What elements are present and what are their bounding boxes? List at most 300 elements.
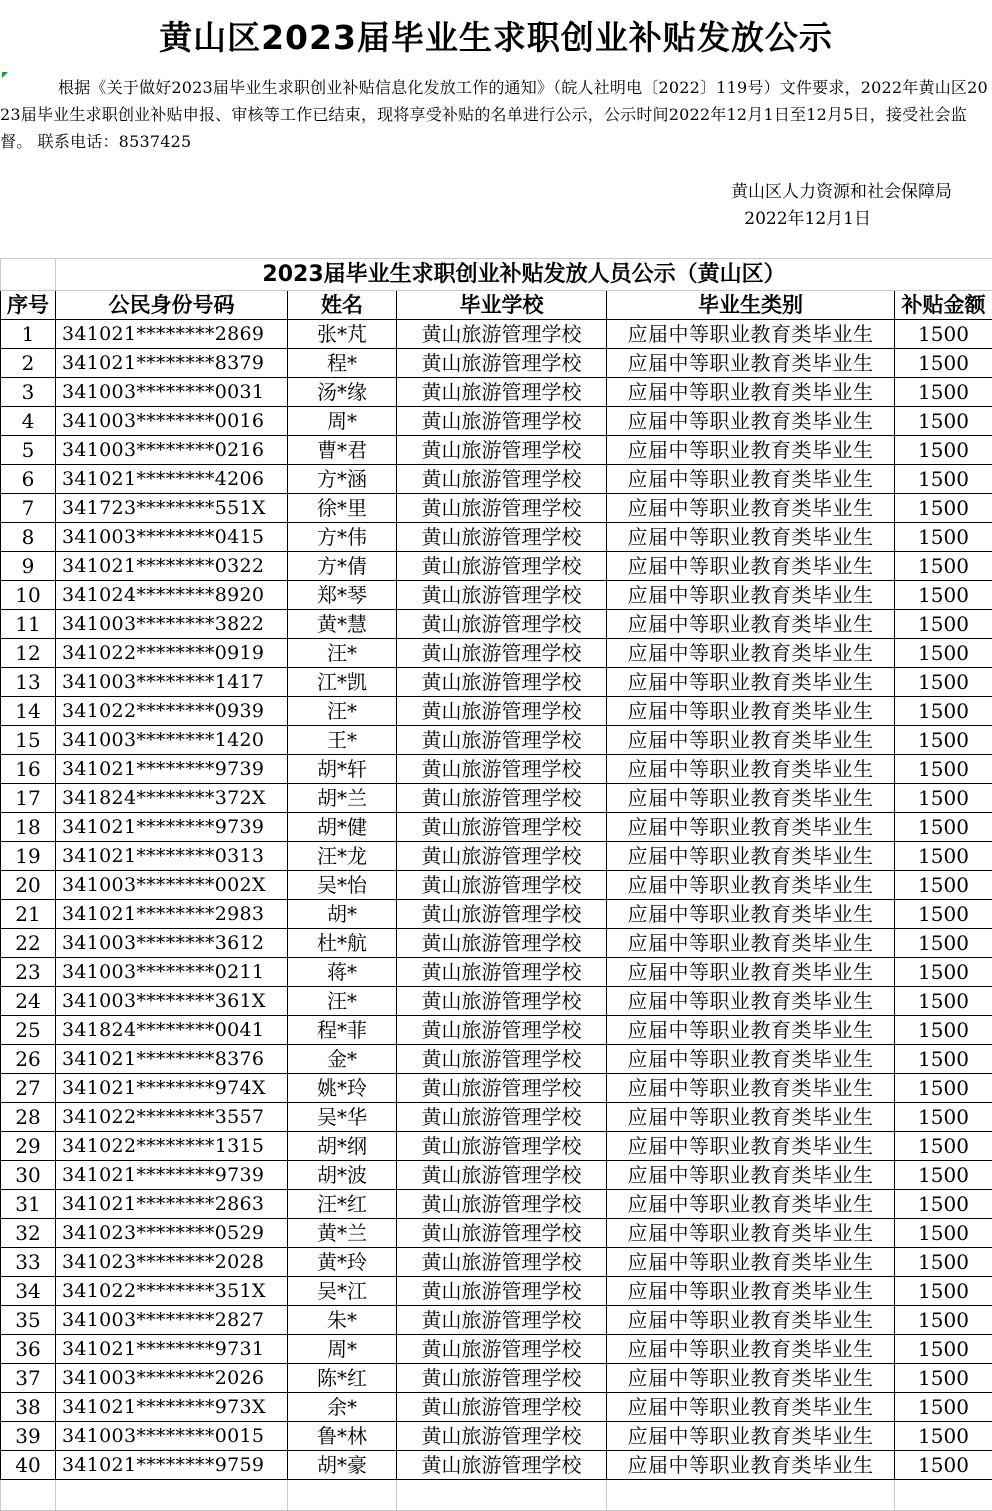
cell-id-number: 341003********0415 <box>56 523 288 552</box>
cell-amount: 1500 <box>895 1190 992 1219</box>
table-row <box>1 784 992 813</box>
cell-id-number: 341024********8920 <box>56 581 288 610</box>
table-row <box>1 1016 992 1045</box>
cell-school: 黄山旅游管理学校 <box>397 1016 607 1045</box>
cell-name: 余* <box>288 1393 397 1422</box>
cell-index: 14 <box>1 697 56 726</box>
cell-name: 吴*华 <box>288 1103 397 1132</box>
signature-org: 黄山区人力资源和社会保障局 <box>731 182 952 202</box>
cell-graduate-type: 应届中等职业教育类毕业生 <box>607 1277 895 1306</box>
cell-index: 13 <box>1 668 56 697</box>
cell-index: 38 <box>1 1393 56 1422</box>
cell-amount: 1500 <box>895 1045 992 1074</box>
table-row <box>1 1277 992 1306</box>
table-row <box>1 639 992 668</box>
cell-name: 周* <box>288 1335 397 1364</box>
table-row <box>1 1364 992 1393</box>
cell-graduate-type: 应届中等职业教育类毕业生 <box>607 1161 895 1190</box>
cell-school: 黄山旅游管理学校 <box>397 1306 607 1335</box>
table-row <box>1 1161 992 1190</box>
cell-index: 29 <box>1 1132 56 1161</box>
cell-amount: 1500 <box>895 842 992 871</box>
cell-graduate-type: 应届中等职业教育类毕业生 <box>607 610 895 639</box>
table-title: 2023届毕业生求职创业补贴发放人员公示（黄山区） <box>56 259 992 291</box>
header-graduate-type: 毕业生类别 <box>607 291 895 320</box>
cell-graduate-type: 应届中等职业教育类毕业生 <box>607 552 895 581</box>
cell-graduate-type: 应届中等职业教育类毕业生 <box>607 668 895 697</box>
cell-name: 胡*纲 <box>288 1132 397 1161</box>
cell-id-number: 341021********9739 <box>56 1161 288 1190</box>
cell-graduate-type: 应届中等职业教育类毕业生 <box>607 1045 895 1074</box>
cell-name: 黄*慧 <box>288 610 397 639</box>
cell-id-number: 341003********0031 <box>56 378 288 407</box>
cell-name: 陈*红 <box>288 1364 397 1393</box>
cell-id-number: 341021********8379 <box>56 349 288 378</box>
cell-name: 江*凯 <box>288 668 397 697</box>
cell-index: 32 <box>1 1219 56 1248</box>
cell-name: 汪*红 <box>288 1190 397 1219</box>
cell-name: 黄*兰 <box>288 1219 397 1248</box>
cell-school: 黄山旅游管理学校 <box>397 349 607 378</box>
cell-id-number: 341021********973X <box>56 1393 288 1422</box>
cell-amount: 1500 <box>895 610 992 639</box>
table-row <box>1 1219 992 1248</box>
cell-school: 黄山旅游管理学校 <box>397 697 607 726</box>
cell-id-number: 341021********0313 <box>56 842 288 871</box>
cell-id-number: 341022********3557 <box>56 1103 288 1132</box>
cell-amount: 1500 <box>895 1335 992 1364</box>
table-row <box>1 1422 992 1451</box>
table-row <box>1 610 992 639</box>
cell-amount: 1500 <box>895 465 992 494</box>
cell-id-number: 341021********4206 <box>56 465 288 494</box>
cell-school: 黄山旅游管理学校 <box>397 668 607 697</box>
table-row <box>1 871 992 900</box>
cell-amount: 1500 <box>895 494 992 523</box>
cell-name: 胡*波 <box>288 1161 397 1190</box>
cell-index: 1 <box>1 320 56 349</box>
cell-name: 黄*玲 <box>288 1248 397 1277</box>
cell-graduate-type: 应届中等职业教育类毕业生 <box>607 378 895 407</box>
cell-index: 12 <box>1 639 56 668</box>
cell-school: 黄山旅游管理学校 <box>397 1103 607 1132</box>
cell-name: 吴*怡 <box>288 871 397 900</box>
table-row <box>1 1335 992 1364</box>
cell-graduate-type: 应届中等职业教育类毕业生 <box>607 900 895 929</box>
cell-id-number: 341021********8376 <box>56 1045 288 1074</box>
cell-index: 33 <box>1 1248 56 1277</box>
page-title: 黄山区2023届毕业生求职创业补贴发放公示 <box>159 18 833 57</box>
cell-amount: 1500 <box>895 1422 992 1451</box>
cell-amount: 1500 <box>895 900 992 929</box>
cell-name: 张*芃 <box>288 320 397 349</box>
header-name: 姓名 <box>288 291 397 320</box>
cell-id-number: 341022********0939 <box>56 697 288 726</box>
cell-graduate-type: 应届中等职业教育类毕业生 <box>607 755 895 784</box>
cell-school: 黄山旅游管理学校 <box>397 987 607 1016</box>
cell-amount: 1500 <box>895 1161 992 1190</box>
empty-cell <box>288 1480 397 1511</box>
cell-name: 朱* <box>288 1306 397 1335</box>
empty-cell <box>895 1480 992 1511</box>
cell-id-number: 341021********2869 <box>56 320 288 349</box>
table-row <box>1 1306 992 1335</box>
cell-amount: 1500 <box>895 784 992 813</box>
empty-cell <box>607 1480 895 1511</box>
cell-amount: 1500 <box>895 871 992 900</box>
table-row <box>1 726 992 755</box>
cell-index: 2 <box>1 349 56 378</box>
cell-name: 汪* <box>288 639 397 668</box>
cell-graduate-type: 应届中等职业教育类毕业生 <box>607 1103 895 1132</box>
cell-graduate-type: 应届中等职业教育类毕业生 <box>607 581 895 610</box>
cell-amount: 1500 <box>895 929 992 958</box>
signature-date: 2022年12月1日 <box>744 209 871 229</box>
empty-cell <box>56 1480 288 1511</box>
cell-index: 7 <box>1 494 56 523</box>
cell-school: 黄山旅游管理学校 <box>397 552 607 581</box>
cell-id-number: 341003********361X <box>56 987 288 1016</box>
cell-index: 11 <box>1 610 56 639</box>
cell-id-number: 341003********3612 <box>56 929 288 958</box>
cell-graduate-type: 应届中等职业教育类毕业生 <box>607 1393 895 1422</box>
table-row <box>1 900 992 929</box>
table-row <box>1 755 992 784</box>
cell-school: 黄山旅游管理学校 <box>397 320 607 349</box>
cell-graduate-type: 应届中等职业教育类毕业生 <box>607 813 895 842</box>
cell-graduate-type: 应届中等职业教育类毕业生 <box>607 784 895 813</box>
cell-index: 21 <box>1 900 56 929</box>
cell-school: 黄山旅游管理学校 <box>397 842 607 871</box>
cell-school: 黄山旅游管理学校 <box>397 1074 607 1103</box>
cell-id-number: 341021********974X <box>56 1074 288 1103</box>
empty-cell <box>397 1480 607 1511</box>
cell-amount: 1500 <box>895 958 992 987</box>
cell-amount: 1500 <box>895 1306 992 1335</box>
cell-graduate-type: 应届中等职业教育类毕业生 <box>607 1422 895 1451</box>
table-row <box>1 378 992 407</box>
cell-name: 程*菲 <box>288 1016 397 1045</box>
cell-id-number: 341003********002X <box>56 871 288 900</box>
table-header-row <box>1 291 992 320</box>
cell-index: 19 <box>1 842 56 871</box>
cell-school: 黄山旅游管理学校 <box>397 929 607 958</box>
cell-name: 胡* <box>288 900 397 929</box>
cell-school: 黄山旅游管理学校 <box>397 1248 607 1277</box>
cell-id-number: 341003********2026 <box>56 1364 288 1393</box>
table-row <box>1 1132 992 1161</box>
table-row <box>1 1074 992 1103</box>
cell-amount: 1500 <box>895 436 992 465</box>
cell-amount: 1500 <box>895 320 992 349</box>
cell-id-number: 341003********0216 <box>56 436 288 465</box>
header-id-number: 公民身份号码 <box>56 291 288 320</box>
cell-id-number: 341003********1417 <box>56 668 288 697</box>
table-row <box>1 436 992 465</box>
cell-index: 5 <box>1 436 56 465</box>
cell-id-number: 341022********351X <box>56 1277 288 1306</box>
cell-school: 黄山旅游管理学校 <box>397 958 607 987</box>
table-row <box>1 523 992 552</box>
cell-id-number: 341003********0211 <box>56 958 288 987</box>
table-row <box>1 465 992 494</box>
cell-name: 胡*兰 <box>288 784 397 813</box>
cell-index: 17 <box>1 784 56 813</box>
cell-amount: 1500 <box>895 407 992 436</box>
cell-name: 曹*君 <box>288 436 397 465</box>
cell-graduate-type: 应届中等职业教育类毕业生 <box>607 320 895 349</box>
cell-graduate-type: 应届中等职业教育类毕业生 <box>607 1364 895 1393</box>
cell-id-number: 341022********0919 <box>56 639 288 668</box>
cell-id-number: 341021********2983 <box>56 900 288 929</box>
cell-index: 30 <box>1 1161 56 1190</box>
cell-name: 姚*玲 <box>288 1074 397 1103</box>
cell-id-number: 341824********372X <box>56 784 288 813</box>
cell-graduate-type: 应届中等职业教育类毕业生 <box>607 871 895 900</box>
cell-id-number: 341023********0529 <box>56 1219 288 1248</box>
cell-id-number: 341723********551X <box>56 494 288 523</box>
cell-amount: 1500 <box>895 1451 992 1480</box>
cell-name: 方*伟 <box>288 523 397 552</box>
cell-index: 22 <box>1 929 56 958</box>
cell-amount: 1500 <box>895 1074 992 1103</box>
cell-id-number: 341003********2827 <box>56 1306 288 1335</box>
cell-id-number: 341003********1420 <box>56 726 288 755</box>
cell-name: 周* <box>288 407 397 436</box>
cell-school: 黄山旅游管理学校 <box>397 1161 607 1190</box>
cell-school: 黄山旅游管理学校 <box>397 1045 607 1074</box>
table-row <box>1 320 992 349</box>
cell-index: 18 <box>1 813 56 842</box>
cell-school: 黄山旅游管理学校 <box>397 1190 607 1219</box>
cell-graduate-type: 应届中等职业教育类毕业生 <box>607 1074 895 1103</box>
cell-school: 黄山旅游管理学校 <box>397 1277 607 1306</box>
cell-school: 黄山旅游管理学校 <box>397 639 607 668</box>
cell-index: 15 <box>1 726 56 755</box>
cell-school: 黄山旅游管理学校 <box>397 1219 607 1248</box>
cell-amount: 1500 <box>895 1016 992 1045</box>
table-row <box>1 668 992 697</box>
cell-graduate-type: 应届中等职业教育类毕业生 <box>607 1306 895 1335</box>
table-row <box>1 958 992 987</box>
cell-amount: 1500 <box>895 1132 992 1161</box>
cell-id-number: 341021********9739 <box>56 813 288 842</box>
cell-amount: 1500 <box>895 552 992 581</box>
cell-school: 黄山旅游管理学校 <box>397 1132 607 1161</box>
empty-row <box>1 1480 992 1511</box>
cell-index: 20 <box>1 871 56 900</box>
cell-name: 方*倩 <box>288 552 397 581</box>
cell-graduate-type: 应届中等职业教育类毕业生 <box>607 987 895 1016</box>
cell-graduate-type: 应届中等职业教育类毕业生 <box>607 1335 895 1364</box>
cell-amount: 1500 <box>895 1364 992 1393</box>
cell-school: 黄山旅游管理学校 <box>397 378 607 407</box>
table-row <box>1 581 992 610</box>
cell-graduate-type: 应届中等职业教育类毕业生 <box>607 958 895 987</box>
cell-graduate-type: 应届中等职业教育类毕业生 <box>607 726 895 755</box>
cell-id-number: 341021********2863 <box>56 1190 288 1219</box>
cell-school: 黄山旅游管理学校 <box>397 523 607 552</box>
cell-id-number: 341003********3822 <box>56 610 288 639</box>
cell-index: 3 <box>1 378 56 407</box>
subsidy-table <box>0 258 992 1511</box>
cell-index: 16 <box>1 755 56 784</box>
cell-name: 程* <box>288 349 397 378</box>
cell-name: 胡*轩 <box>288 755 397 784</box>
cell-index: 9 <box>1 552 56 581</box>
cell-name: 吴*江 <box>288 1277 397 1306</box>
cell-name: 汤*缘 <box>288 378 397 407</box>
cell-name: 蒋* <box>288 958 397 987</box>
cell-school: 黄山旅游管理学校 <box>397 871 607 900</box>
cell-index: 8 <box>1 523 56 552</box>
empty-cell <box>1 1480 56 1511</box>
cell-amount: 1500 <box>895 726 992 755</box>
cell-graduate-type: 应届中等职业教育类毕业生 <box>607 1016 895 1045</box>
cell-amount: 1500 <box>895 581 992 610</box>
cell-name: 郑*琴 <box>288 581 397 610</box>
cell-name: 汪* <box>288 987 397 1016</box>
cell-index: 36 <box>1 1335 56 1364</box>
table-row <box>1 552 992 581</box>
table-row <box>1 813 992 842</box>
cell-amount: 1500 <box>895 349 992 378</box>
cell-index: 25 <box>1 1016 56 1045</box>
cell-id-number: 341021********0322 <box>56 552 288 581</box>
cell-name: 鲁*林 <box>288 1422 397 1451</box>
cell-graduate-type: 应届中等职业教育类毕业生 <box>607 1132 895 1161</box>
table-row <box>1 494 992 523</box>
cell-index: 31 <box>1 1190 56 1219</box>
cell-school: 黄山旅游管理学校 <box>397 1364 607 1393</box>
cell-school: 黄山旅游管理学校 <box>397 755 607 784</box>
cell-school: 黄山旅游管理学校 <box>397 494 607 523</box>
cell-school: 黄山旅游管理学校 <box>397 1451 607 1480</box>
cell-id-number: 341021********9731 <box>56 1335 288 1364</box>
cell-amount: 1500 <box>895 1393 992 1422</box>
cell-index: 23 <box>1 958 56 987</box>
header-index: 序号 <box>1 291 56 320</box>
cell-name: 胡*豪 <box>288 1451 397 1480</box>
cell-graduate-type: 应届中等职业教育类毕业生 <box>607 349 895 378</box>
table-row <box>1 1451 992 1480</box>
cell-school: 黄山旅游管理学校 <box>397 1393 607 1422</box>
cell-index: 34 <box>1 1277 56 1306</box>
cell-amount: 1500 <box>895 668 992 697</box>
cell-amount: 1500 <box>895 1103 992 1132</box>
cell-school: 黄山旅游管理学校 <box>397 726 607 755</box>
cell-index: 40 <box>1 1451 56 1480</box>
cell-id-number: 341003********0015 <box>56 1422 288 1451</box>
cell-school: 黄山旅游管理学校 <box>397 436 607 465</box>
cell-id-number: 341022********1315 <box>56 1132 288 1161</box>
cell-graduate-type: 应届中等职业教育类毕业生 <box>607 1190 895 1219</box>
notice-paragraph: 根据《关于做好2023届毕业生求职创业补贴信息化发放工作的通知》（皖人社明电〔2022〕119号）文件要求，2022年黄山区2023届毕业生求职创业补贴申报、审核等工作已结束，现将享受补贴的名单进行公示，公示时间2022年12月1日至12月5日，接受社会监督。 联系电话：8537425 <box>0 78 988 151</box>
cell-index: 27 <box>1 1074 56 1103</box>
cell-amount: 1500 <box>895 697 992 726</box>
table-row <box>1 929 992 958</box>
cell-graduate-type: 应届中等职业教育类毕业生 <box>607 842 895 871</box>
table-row <box>1 1103 992 1132</box>
cell-id-number: 341824********0041 <box>56 1016 288 1045</box>
cell-index: 35 <box>1 1306 56 1335</box>
table-row <box>1 1393 992 1422</box>
cell-school: 黄山旅游管理学校 <box>397 465 607 494</box>
table-row <box>1 407 992 436</box>
cell-amount: 1500 <box>895 523 992 552</box>
cell-amount: 1500 <box>895 639 992 668</box>
cell-graduate-type: 应届中等职业教育类毕业生 <box>607 465 895 494</box>
cell-id-number: 341021********9759 <box>56 1451 288 1480</box>
cell-school: 黄山旅游管理学校 <box>397 813 607 842</box>
cell-graduate-type: 应届中等职业教育类毕业生 <box>607 436 895 465</box>
table-row <box>1 1248 992 1277</box>
cell-school: 黄山旅游管理学校 <box>397 900 607 929</box>
header-amount: 补贴金额 <box>895 291 992 320</box>
cell-graduate-type: 应届中等职业教育类毕业生 <box>607 1248 895 1277</box>
cell-graduate-type: 应届中等职业教育类毕业生 <box>607 929 895 958</box>
cell-graduate-type: 应届中等职业教育类毕业生 <box>607 1219 895 1248</box>
cell-amount: 1500 <box>895 1277 992 1306</box>
table-row <box>1 349 992 378</box>
cell-amount: 1500 <box>895 755 992 784</box>
cell-name: 汪* <box>288 697 397 726</box>
cell-name: 杜*航 <box>288 929 397 958</box>
cell-school: 黄山旅游管理学校 <box>397 610 607 639</box>
table-row <box>1 987 992 1016</box>
cell-graduate-type: 应届中等职业教育类毕业生 <box>607 697 895 726</box>
cell-name: 胡*健 <box>288 813 397 842</box>
cell-graduate-type: 应届中等职业教育类毕业生 <box>607 523 895 552</box>
cell-graduate-type: 应届中等职业教育类毕业生 <box>607 1451 895 1480</box>
cell-index: 10 <box>1 581 56 610</box>
cell-index: 4 <box>1 407 56 436</box>
table-row <box>1 697 992 726</box>
header-school: 毕业学校 <box>397 291 607 320</box>
cell-amount: 1500 <box>895 813 992 842</box>
cell-amount: 1500 <box>895 378 992 407</box>
cell-index: 24 <box>1 987 56 1016</box>
cell-name: 汪*龙 <box>288 842 397 871</box>
blank-cell <box>1 259 56 291</box>
cell-school: 黄山旅游管理学校 <box>397 581 607 610</box>
cell-school: 黄山旅游管理学校 <box>397 1422 607 1451</box>
cell-index: 26 <box>1 1045 56 1074</box>
cell-graduate-type: 应届中等职业教育类毕业生 <box>607 407 895 436</box>
cell-index: 37 <box>1 1364 56 1393</box>
cell-index: 6 <box>1 465 56 494</box>
cell-id-number: 341023********2028 <box>56 1248 288 1277</box>
cell-amount: 1500 <box>895 1219 992 1248</box>
table-title-row <box>1 259 992 291</box>
cell-graduate-type: 应届中等职业教育类毕业生 <box>607 494 895 523</box>
table-row <box>1 1190 992 1219</box>
cell-id-number: 341021********9739 <box>56 755 288 784</box>
cell-name: 金* <box>288 1045 397 1074</box>
cell-name: 方*涵 <box>288 465 397 494</box>
cell-school: 黄山旅游管理学校 <box>397 1335 607 1364</box>
cell-index: 28 <box>1 1103 56 1132</box>
cell-name: 徐*里 <box>288 494 397 523</box>
cell-id-number: 341003********0016 <box>56 407 288 436</box>
cell-graduate-type: 应届中等职业教育类毕业生 <box>607 639 895 668</box>
cell-school: 黄山旅游管理学校 <box>397 784 607 813</box>
cell-amount: 1500 <box>895 987 992 1016</box>
cell-name: 王* <box>288 726 397 755</box>
table-body <box>1 320 992 1480</box>
cell-school: 黄山旅游管理学校 <box>397 407 607 436</box>
cell-amount: 1500 <box>895 1248 992 1277</box>
